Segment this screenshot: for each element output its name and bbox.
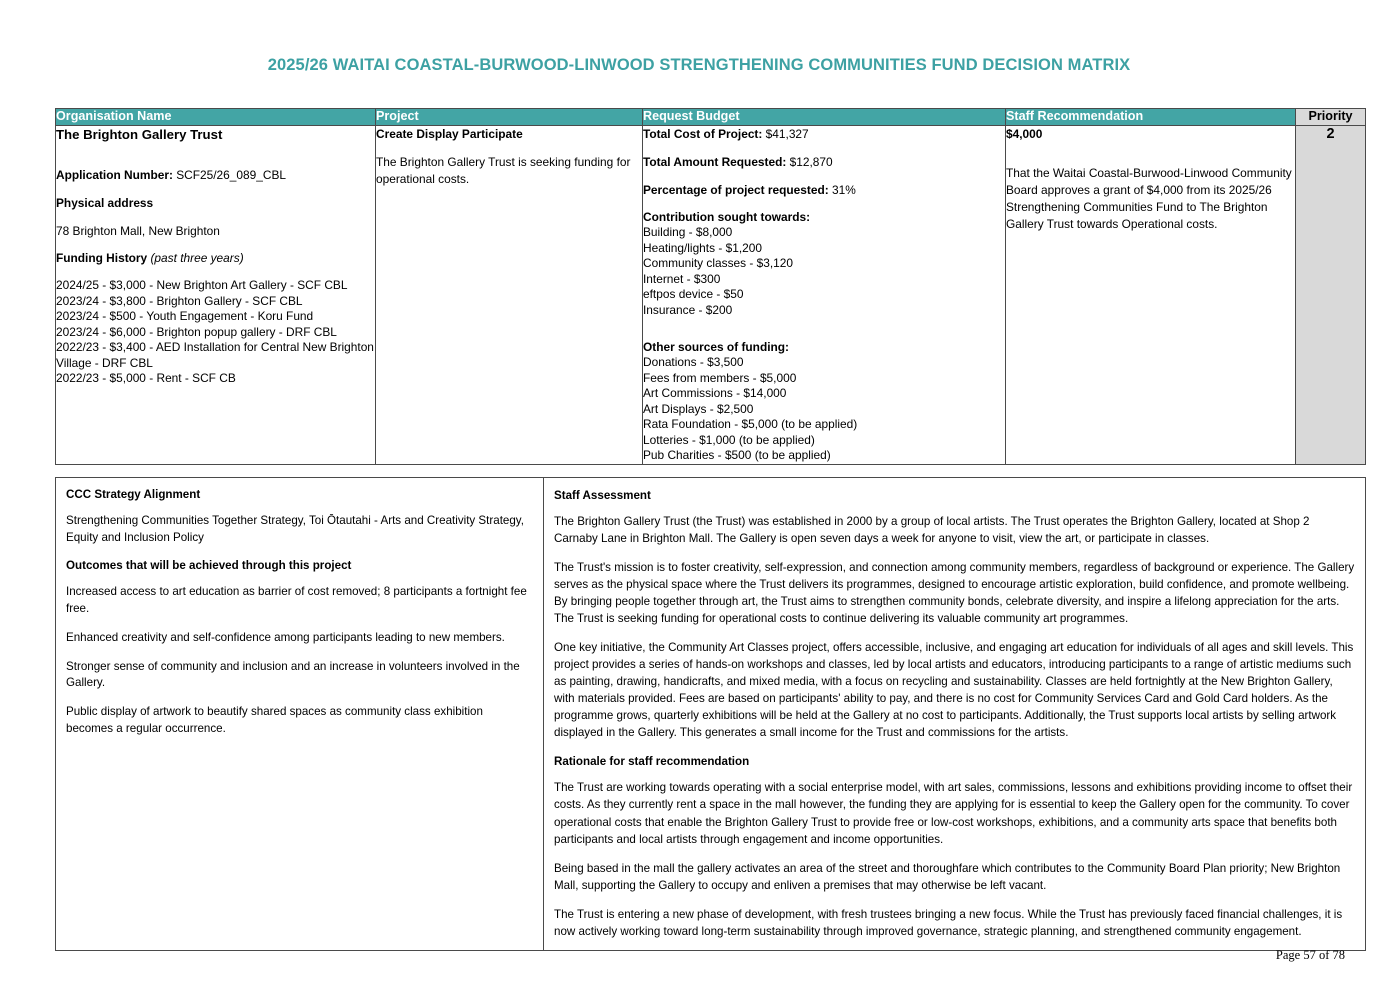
list-item: 2023/24 - $6,000 - Brighton popup gallery - DRF CBL [56,324,337,339]
outcome-item: Public display of artwork to beautify shared spaces as community class exhibition becomes a regular occurrence. [66,705,483,735]
cell-staff-assessment [544,478,1366,951]
project-description: The Brighton Gallery Trust is seeking funding for operational costs. [376,154,631,186]
other-sources-list [643,340,1005,464]
total-amount-requested: Total Amount Requested: $12,870 [643,154,833,169]
cell-priority: 2 [1296,126,1366,465]
list-item: 2024/25 - $3,000 - New Brighton Art Gallery - SCF CBL [56,278,348,293]
column-header-project: Project [376,109,643,126]
strategy-alignment-heading: CCC Strategy Alignment [66,488,201,501]
assessment-paragraph: The Brighton Gallery Trust (the Trust) was established in 2000 by a group of local artists. The Trust operates the Brighton Gallery, located at Shop 2 Carnaby Lane in Brighton Mall. The Gallery is open seven days a week for anyone to visit, view the art, or participate in classes. [554,515,1310,546]
table-row [56,478,1366,951]
total-cost-of-project: Total Cost of Project: $41,327 [643,127,809,141]
application-number-value: SCF25/26_089_CBL [176,167,286,182]
page-footer: Page 57 of 78 [1275,948,1345,962]
assessment-paragraph: One key initiative, the Community Art Classes project, offers accessible, inclusive, and engaging art education for individuals of all ages and skill levels. This project provides a series of hands-on workshops and classes, led by local artists and educators, introducing participants to a range of artistic mediums such as painting, drawing, handicrafts, and mixed media, with a focus on recycling and sustainability. Classes are held fortnightly at the New Brighton Gallery, with materials provided. Fees are based on participants' ability to pay, and there is no cost for Community Services Card and Gold Card holders. As the programme grows, quarterly exhibitions will be held at the Gallery at no cost to participants. Additionally, the Trust supports local artists by selling artwork displayed in the Gallery. This generates a small income for the Trust and commissions for the artists. [554,641,1354,740]
spacer [643,318,1005,340]
list-item: Lotteries - $1,000 (to be applied) [643,432,815,447]
column-header-priority: Priority [1296,109,1366,126]
list-item: Fees from members - $5,000 [643,370,797,385]
column-header-request-budget: Request Budget [643,109,1006,126]
rationale-heading: Rationale for staff recommendation [554,755,750,769]
page-title: 2025/26 WAITAI COASTAL-BURWOOD-LINWOOD STRENGTHENING COMMUNITIES FUND DECISION MATRIX [267,56,1131,74]
column-header-staff-recommendation: Staff Recommendation [1006,109,1296,126]
staff-recommendation-text: That the Waitai Coastal-Burwood-Linwood Community Board approves a grant of $4,000 from its 2025/26 Strengthening Communities Fund to The Brighton Gallery Trust towards Operational costs. [1006,165,1292,231]
list-item: Art Commissions - $14,000 [643,386,787,401]
application-number [56,167,375,184]
assessment-table [55,477,1366,951]
table-header-row [56,109,1366,126]
column-header-organisation: Organisation Name [56,109,376,126]
assessment-paragraph: The Trust's mission is to foster creativity, self-expression, and connection among community members, regardless of background or experience. The Gallery serves as the physical space where the Trust delivers its programmes, designed to encourage artistic exploration, build confidence, and promote wellbeing. By bringing people together through art, the Trust aims to strengthen community bonds, celebrate diversity, and inspire a lifelong appreciation for the arts. The Trust is seeking funding for operational costs to continue delivering its valuable community art programmes. [554,561,1355,626]
decision-matrix-table [55,108,1366,465]
physical-address-label: Physical address [56,195,154,210]
cell-staff-recommendation [1006,126,1296,465]
other-sources-label: Other sources of funding: [643,340,789,354]
cell-organisation [56,126,376,465]
rationale-paragraph: The Trust is entering a new phase of development, with fresh trustees bringing a new focus. While the Trust has previously faced financial challenges, it is now actively working toward long-term sustainability through improved governance, strategic planning, and strengthened community engagement. [554,907,1343,938]
list-item: Art Displays - $2,500 [643,401,754,416]
table-row [56,126,1366,465]
percentage-of-project-requested: Percentage of project requested: 31% [643,182,856,197]
staff-assessment-heading: Staff Assessment [554,489,651,502]
cell-project [376,126,643,465]
contribution-sought-list [643,210,1005,318]
cell-request-budget [643,126,1006,465]
spacer [56,145,375,167]
list-item: Rata Foundation - $5,000 (to be applied) [643,417,858,432]
list-item: Community classes - $3,120 [643,256,794,271]
funding-history-note: (past three years) [150,251,244,266]
rationale-paragraph: The Trust are working towards operating with a social enterprise model, with art sales, commissions, lessons and exhibitions providing income to offset their costs. As they currently rent a space in the mall however, the funding they are applying for is essential to keep the Gallery open for the community. To cover operational costs that enable the Brighton Gallery Trust to provide free or low-cost workshops, exhibitions, and a community arts space that benefits both participants and local artists through engagement and income opportunities. [554,781,1353,846]
list-item: Pub Charities - $500 (to be applied) [643,448,831,463]
organisation-name: The Brighton Gallery Trust [56,127,223,142]
strategy-alignment-text: Strengthening Communities Together Strategy, Toi Ōtautahi - Arts and Creativity Strategy, Equity and Inclusion Policy [66,513,524,544]
recommended-amount: $4,000 [1006,127,1043,141]
outcomes-heading: Outcomes that will be achieved through this project [66,559,352,573]
funding-history-label: Funding History [56,251,148,266]
list-item: Insurance - $200 [643,302,733,317]
list-item: Building - $8,000 [643,225,733,240]
outcome-item: Increased access to art education as barrier of cost removed; 8 participants a fortnight fee free. [66,585,527,615]
rationale-paragraph: Being based in the mall the gallery activates an area of the street and thoroughfare which contributes to the Community Board Plan priority; New Brighton Mall, supporting the Gallery to occupy and enliven a premises that may otherwise be left vacant. [554,861,1341,892]
list-item: Internet - $300 [643,271,721,286]
outcome-item: Stronger sense of community and inclusion and an increase in volunteers involved in the Gallery. [66,659,520,690]
list-item: eftpos device - $50 [643,287,744,302]
list-item: 2022/23 - $5,000 - Rent - SCF CB [56,371,236,386]
outcome-item: Enhanced creativity and self-confidence among participants leading to new members. [66,630,505,644]
list-item: 2023/24 - $3,800 - Brighton Gallery - SCF CBL [56,293,303,308]
contribution-sought-label: Contribution sought towards: [643,209,811,224]
list-item: 2022/23 - $3,400 - AED Installation for Central New Brighton Village - DRF CBL [56,340,374,370]
spacer [1006,143,1295,165]
project-name: Create Display Participate [376,127,523,141]
list-item: Donations - $3,500 [643,355,744,370]
cell-strategy-alignment [56,478,544,951]
list-item: Heating/lights - $1,200 [643,240,762,255]
list-item: 2023/24 - $500 - Youth Engagement - Koru Fund [56,309,314,324]
physical-address-value: 78 Brighton Mall, New Brighton [56,223,220,238]
funding-history-list [56,278,375,386]
funding-history-heading [56,250,375,267]
application-number-label: Application Number: [56,167,173,182]
